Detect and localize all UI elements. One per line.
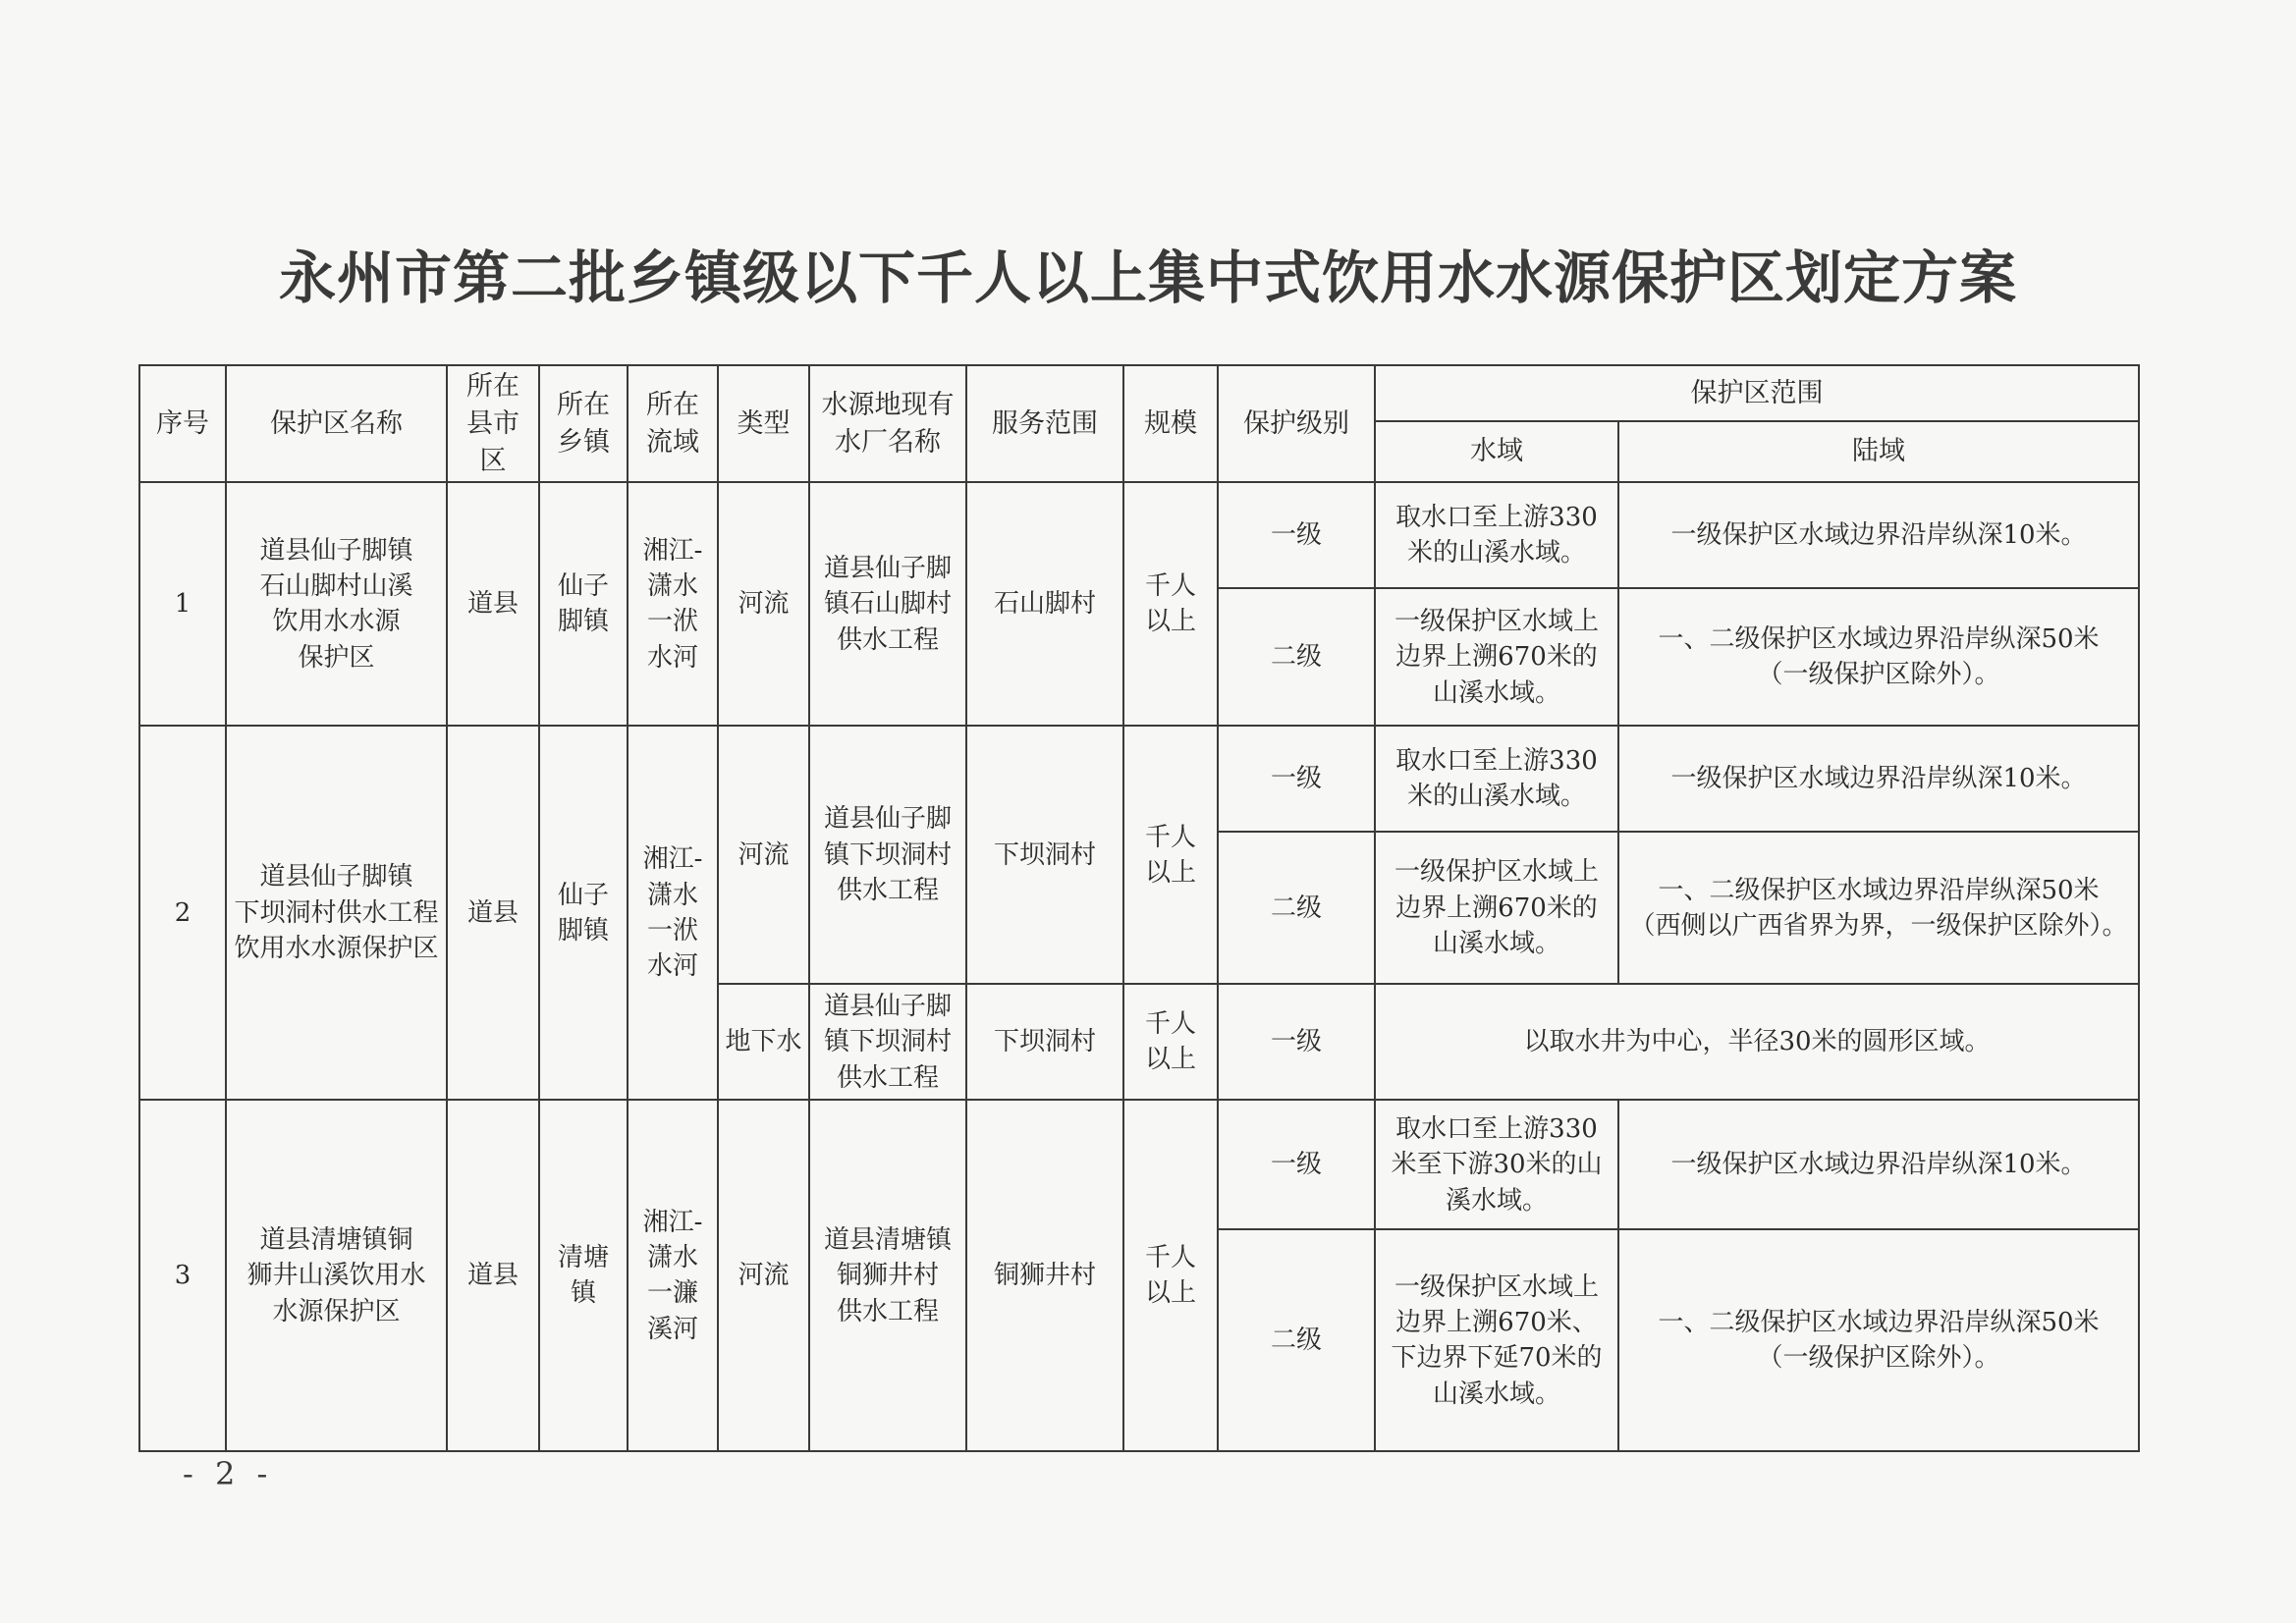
- row1-water1: 取水口至上游330 米的山溪水域。: [1375, 482, 1618, 588]
- header-town: 所在 乡镇: [539, 365, 628, 482]
- row3-level1: 一级: [1218, 1100, 1375, 1229]
- row3-service: 铜狮井村: [966, 1100, 1123, 1451]
- row3-basin: 湘江- 潇水 一濂 溪河: [628, 1100, 718, 1451]
- row2-gw-plant: 道县仙子脚 镇下坝洞村 供水工程: [809, 984, 966, 1100]
- header-land: 陆域: [1618, 421, 2139, 482]
- row3-type: 河流: [718, 1100, 809, 1451]
- row2-land2: 一、二级保护区水域边界沿岸纵深50米 （西侧以广西省界为界，一级保护区除外）。: [1618, 832, 2139, 984]
- row3-scale: 千人 以上: [1123, 1100, 1218, 1451]
- header-scale: 规模: [1123, 365, 1218, 482]
- row2-basin: 湘江- 潇水 一洑 水河: [628, 726, 718, 1100]
- row3-land2: 一、二级保护区水域边界沿岸纵深50米 （一级保护区除外）。: [1618, 1229, 2139, 1451]
- row1-type: 河流: [718, 482, 809, 726]
- row1-plant: 道县仙子脚 镇石山脚村 供水工程: [809, 482, 966, 726]
- row1-land1: 一级保护区水域边界沿岸纵深10米。: [1618, 482, 2139, 588]
- row1-name: 道县仙子脚镇 石山脚村山溪 饮用水水源 保护区: [226, 482, 447, 726]
- header-seq: 序号: [139, 365, 226, 482]
- row1-level2: 二级: [1218, 588, 1375, 726]
- row3-county: 道县: [447, 1100, 539, 1451]
- row2-plant: 道县仙子脚 镇下坝洞村 供水工程: [809, 726, 966, 984]
- row3-plant: 道县清塘镇 铜狮井村 供水工程: [809, 1100, 966, 1451]
- row1-service: 石山脚村: [966, 482, 1123, 726]
- row2-gw-type: 地下水: [718, 984, 809, 1100]
- row2-level1: 一级: [1218, 726, 1375, 832]
- row2-service: 下坝洞村: [966, 726, 1123, 984]
- row2-gw-range: 以取水井为中心，半径30米的圆形区域。: [1375, 984, 2139, 1100]
- row1-scale: 千人 以上: [1123, 482, 1218, 726]
- row1-seq: 1: [139, 482, 226, 726]
- row2-level2: 二级: [1218, 832, 1375, 984]
- page-title: 永州市第二批乡镇级以下千人以上集中式饮用水水源保护区划定方案: [278, 244, 2017, 311]
- row2-gw-level: 一级: [1218, 984, 1375, 1100]
- row3-water1: 取水口至上游330 米至下游30米的山 溪水域。: [1375, 1100, 1618, 1229]
- protection-zone-table: [138, 364, 2140, 1452]
- row2-name: 道县仙子脚镇 下坝洞村供水工程 饮用水水源保护区: [226, 726, 447, 1100]
- row3-seq: 3: [139, 1100, 226, 1451]
- header-water: 水域: [1375, 421, 1618, 482]
- header-range: 保护区范围: [1375, 365, 2139, 421]
- row2-gw-service: 下坝洞村: [966, 984, 1123, 1100]
- row2-town: 仙子 脚镇: [539, 726, 628, 1100]
- row2-gw-scale: 千人 以上: [1123, 984, 1218, 1100]
- row2-water1: 取水口至上游330 米的山溪水域。: [1375, 726, 1618, 832]
- row1-county: 道县: [447, 482, 539, 726]
- table-row: [139, 482, 2139, 588]
- header-row: [139, 365, 2139, 421]
- row2-county: 道县: [447, 726, 539, 1100]
- header-type: 类型: [718, 365, 809, 482]
- row1-level1: 一级: [1218, 482, 1375, 588]
- row3-water2: 一级保护区水域上 边界上溯670米、 下边界下延70米的 山溪水域。: [1375, 1229, 1618, 1451]
- row2-seq: 2: [139, 726, 226, 1100]
- page-number: - 2 -: [183, 1455, 274, 1492]
- header-plant: 水源地现有 水厂名称: [809, 365, 966, 482]
- row2-land1: 一级保护区水域边界沿岸纵深10米。: [1618, 726, 2139, 832]
- table-row: [139, 726, 2139, 832]
- row2-water2: 一级保护区水域上 边界上溯670米的 山溪水域。: [1375, 832, 1618, 984]
- row1-water2: 一级保护区水域上 边界上溯670米的 山溪水域。: [1375, 588, 1618, 726]
- row1-town: 仙子 脚镇: [539, 482, 628, 726]
- table-row: [139, 1100, 2139, 1229]
- header-county: 所在 县市区: [447, 365, 539, 482]
- header-level: 保护级别: [1218, 365, 1375, 482]
- row3-name: 道县清塘镇铜 狮井山溪饮用水 水源保护区: [226, 1100, 447, 1451]
- row2-type: 河流: [718, 726, 809, 984]
- row1-land2: 一、二级保护区水域边界沿岸纵深50米 （一级保护区除外）。: [1618, 588, 2139, 726]
- row3-town: 清塘 镇: [539, 1100, 628, 1451]
- header-name: 保护区名称: [226, 365, 447, 482]
- header-basin: 所在 流域: [628, 365, 718, 482]
- row1-basin: 湘江- 潇水 一洑 水河: [628, 482, 718, 726]
- row3-level2: 二级: [1218, 1229, 1375, 1451]
- header-service: 服务范围: [966, 365, 1123, 482]
- row3-land1: 一级保护区水域边界沿岸纵深10米。: [1618, 1100, 2139, 1229]
- row2-scale: 千人 以上: [1123, 726, 1218, 984]
